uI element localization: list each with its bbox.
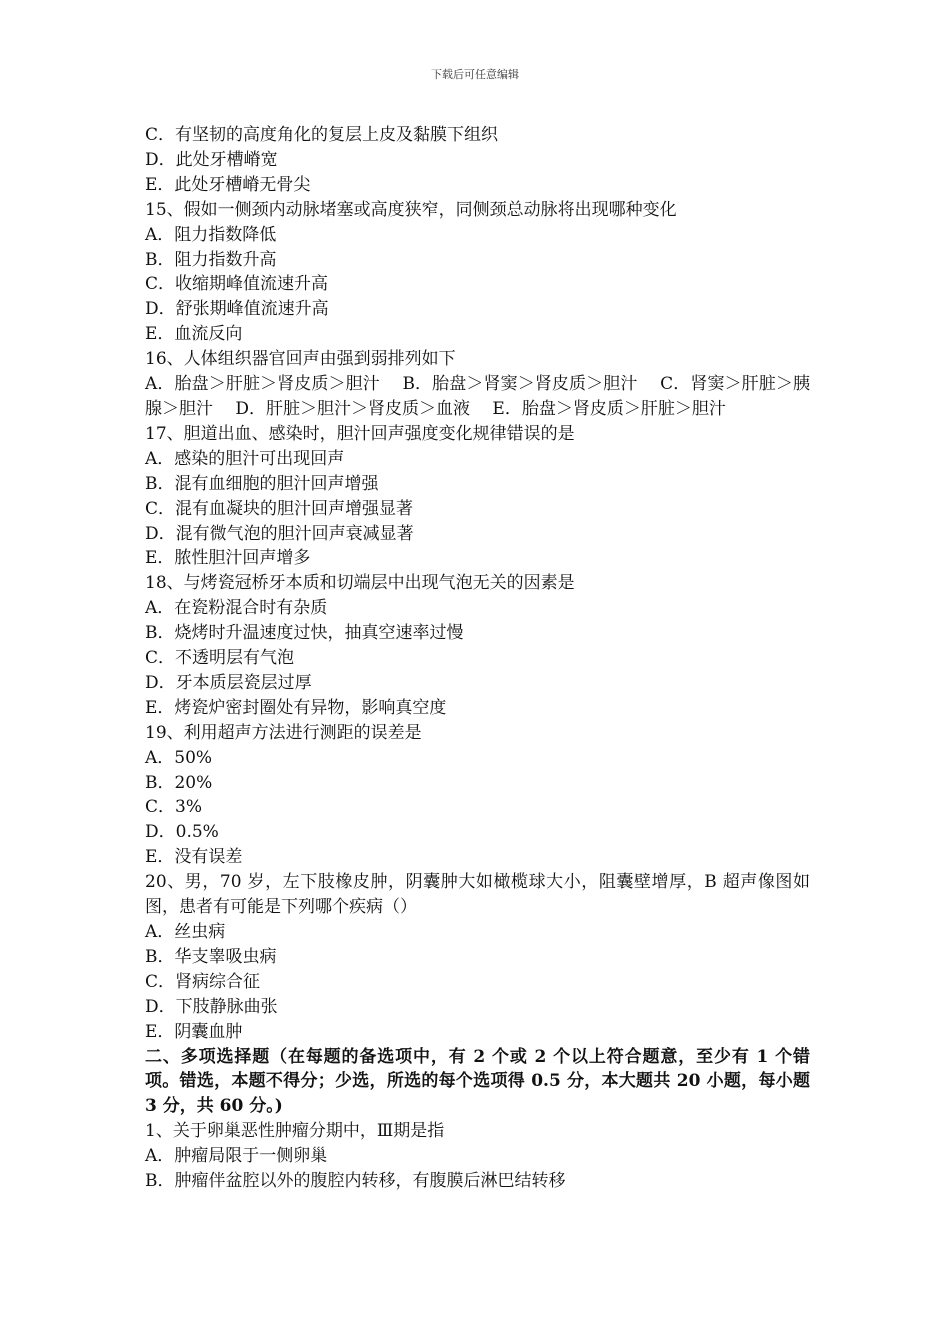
text-line: C．不透明层有气泡 bbox=[145, 648, 295, 669]
text-line: A．感染的胆汁可出现回声 bbox=[145, 448, 345, 469]
text-line: D．下肢静脉曲张 bbox=[145, 996, 278, 1017]
document-body bbox=[145, 123, 810, 1194]
text-line: C．3% bbox=[145, 797, 202, 818]
text-line: C．混有血凝块的胆汁回声增强显著 bbox=[145, 498, 414, 519]
text-line: D．舒张期峰值流速升高 bbox=[145, 299, 329, 320]
text-line: B．烧烤时升温速度过快，抽真空速率过慢 bbox=[145, 623, 464, 644]
text-line: D．0.5% bbox=[145, 822, 219, 843]
question-16-options: A．胎盘＞肝脏＞肾皮质＞胆汁 B．胎盘＞肾窦＞肾皮质＞胆汁 C．肾窦＞肝脏＞胰腺＞胆汁 D．肝脏＞胆汁＞肾皮质＞血液 E．胎盘＞肾皮质＞肝脏＞胆汁 bbox=[145, 374, 810, 419]
text-line: A．50% bbox=[145, 747, 213, 768]
text-line: E．脓性胆汁回声增多 bbox=[145, 548, 311, 569]
text-line: E．此处牙槽嵴无骨尖 bbox=[145, 174, 311, 195]
text-line: D．此处牙槽嵴宽 bbox=[145, 149, 278, 170]
text-line: A．肿瘤局限于一侧卵巢 bbox=[145, 1146, 328, 1167]
question-16: 16、人体组织器官回声由强到弱排列如下 bbox=[145, 349, 456, 370]
section-heading: 二、多项选择题（在每题的备选项中，有 2 个或 2 个以上符合题意，至少有 1 个错项。错选，本题不得分；少选，所选的每个选项得 0.5 分，本大题共 20 小题，每小题 3 分，共 60 分。) bbox=[145, 1046, 810, 1117]
question-18: 18、与烤瓷冠桥牙本质和切端层中出现气泡无关的因素是 bbox=[145, 573, 575, 594]
question-20: 20、男，70 岁，左下肢橡皮肿，阴囊肿大如橄榄球大小，阻囊壁增厚，B 超声像图如图，患者有可能是下列哪个疾病（） bbox=[145, 872, 810, 918]
text-line: E．烤瓷炉密封圈处有异物，影响真空度 bbox=[145, 697, 447, 718]
text-line: C．肾病综合征 bbox=[145, 971, 261, 992]
text-line: B．华支睾吸虫病 bbox=[145, 946, 277, 967]
text-line: B．20% bbox=[145, 772, 213, 793]
question-19: 19、利用超声方法进行测距的误差是 bbox=[145, 722, 422, 743]
text-line: A．阻力指数降低 bbox=[145, 224, 277, 245]
text-line: D．混有微气泡的胆汁回声衰减显著 bbox=[145, 523, 414, 544]
text-line: B．阻力指数升高 bbox=[145, 249, 277, 270]
text-line: E．血流反向 bbox=[145, 324, 243, 345]
text-line: A．在瓷粉混合时有杂质 bbox=[145, 598, 328, 619]
question-17: 17、胆道出血、感染时，胆汁回声强度变化规律错误的是 bbox=[145, 423, 575, 444]
text-line: D．牙本质层瓷层过厚 bbox=[145, 672, 312, 693]
page-header: 下载后可任意编辑 bbox=[431, 68, 519, 81]
text-line: B．混有血细胞的胆汁回声增强 bbox=[145, 473, 379, 494]
text-line: A．丝虫病 bbox=[145, 922, 226, 942]
question-15: 15、假如一侧颈内动脉堵塞或高度狭窄，同侧颈总动脉将出现哪种变化 bbox=[145, 199, 677, 220]
question-1: 1、关于卵巢恶性肿瘤分期中，Ⅲ期是指 bbox=[145, 1121, 445, 1142]
text-line: B．肿瘤伴盆腔以外的腹腔内转移，有腹膜后淋巴结转移 bbox=[145, 1171, 566, 1192]
text-line: E．没有误差 bbox=[145, 847, 243, 868]
text-line: C．收缩期峰值流速升高 bbox=[145, 274, 329, 295]
text-line: C．有坚韧的高度角化的复层上皮及黏膜下组织 bbox=[145, 125, 499, 145]
text-line: E．阴囊血肿 bbox=[145, 1021, 243, 1042]
